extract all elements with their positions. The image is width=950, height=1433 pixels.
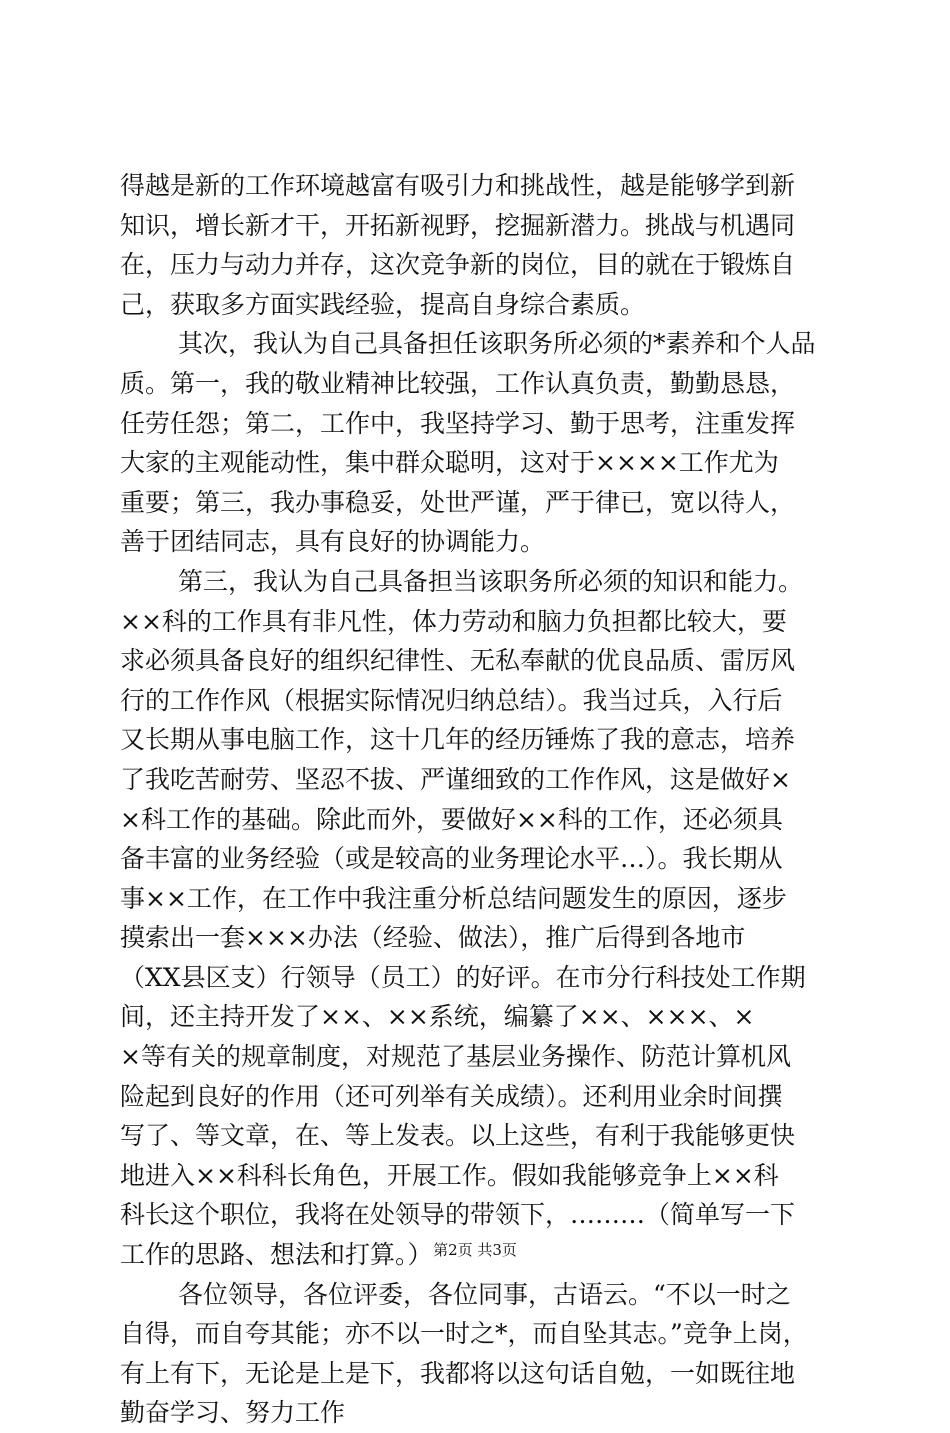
text-line: 第三，我认为自己具备担当该职务所必须的知识和能力。 xyxy=(178,566,804,596)
text-line: 其次，我认为自己具备担任该职务所必须的*素养和个人品 xyxy=(178,329,816,359)
text-line: 工作的思路、想法和打算。） xyxy=(120,1240,433,1270)
text-line: 又长期从事电脑工作，这十几年的经历锤炼了我的意志，培养 xyxy=(120,725,796,755)
text-line: 大家的主观能动性，集中群众聪明，这对于××××工作尤为 xyxy=(120,448,779,478)
text-line: 在，压力与动力并存，这次竞争新的岗位，目的就在于锻炼自 xyxy=(120,250,796,280)
text-line: 有上有下，无论是上是下，我都将以这句话自勉，一如既往地 xyxy=(120,1358,796,1388)
text-line: 知识，增长新才干，开拓新视野，挖掘新潜力。挑战与机遇同 xyxy=(120,210,796,240)
text-line: 险起到良好的作用（还可列举有关成绩）。还利用业余时间撰 xyxy=(120,1081,783,1111)
text-line: 地进入××科科长角色，开展工作。假如我能够竞争上××科 xyxy=(120,1160,779,1190)
text-line: 摸索出一套×××办法（经验、做法），推广后得到各地市 xyxy=(120,923,746,953)
text-line: 得越是新的工作环境越富有吸引力和挑战性，越是能够学到新 xyxy=(120,171,796,200)
text-line: 任劳任怨；第二，工作中，我坚持学习、勤于思考，注重发挥 xyxy=(120,408,796,438)
text-line: 行的工作作风（根据实际情况归纳总结）。我当过兵，入行后 xyxy=(120,685,783,715)
text-line: 写了、等文章，在、等上发表。以上这些，有利于我能够更快 xyxy=(120,1121,796,1151)
text-line: ×科工作的基础。除此而外，要做好××科的工作，还必须具 xyxy=(120,804,783,834)
text-line: ××科的工作具有非凡性，体力劳动和脑力负担都比较大，要 xyxy=(120,606,787,636)
text-line: 事××工作，在工作中我注重分析总结问题发生的原因，逐步 xyxy=(120,883,787,913)
text-line: 勤奋学习、努力工作 xyxy=(120,1398,346,1428)
text-line: 科长这个职位，我将在处领导的带领下，………（简单写一下 xyxy=(120,1200,796,1230)
text-line: 善于团结同志，具有良好的协调能力。 xyxy=(120,527,546,557)
text-line: 自得，而自夸其能；亦不以一时之*，而自坠其志。”竞争上岗， xyxy=(120,1319,808,1349)
text-line: 质。第一，我的敬业精神比较强，工作认真负责，勤勤恳恳， xyxy=(120,368,796,398)
page-footer: 第2页 共3页 xyxy=(433,1241,517,1259)
text-line: 求必须具备良好的组织纪律性、无私奉献的优良品质、雷厉风 xyxy=(120,646,796,676)
text-line: ×等有关的规章制度，对规范了基层业务操作、防范计算机风 xyxy=(120,1042,791,1072)
text-line: （XX县区支）行领导（员工）的好评。在市分行科技处工作期 xyxy=(120,962,806,992)
text-line: 了我吃苦耐劳、坚忍不拔、严谨细致的工作作风，这是做好× xyxy=(120,764,791,794)
text-line: 重要；第三，我办事稳妥，处世严谨，严于律已，宽以待人， xyxy=(120,487,796,517)
text-line: 己，获取多方面实践经验，提高自身综合素质。 xyxy=(120,289,646,319)
text-line: 间，还主持开发了××、××系统，编纂了××、×××、× xyxy=(120,1002,755,1032)
text-line: 各位领导，各位评委，各位同事，古语云。“不以一时之 xyxy=(178,1279,791,1309)
text-line: 备丰富的业务经验（或是较高的业务理论水平…）。我长期从 xyxy=(120,844,783,874)
